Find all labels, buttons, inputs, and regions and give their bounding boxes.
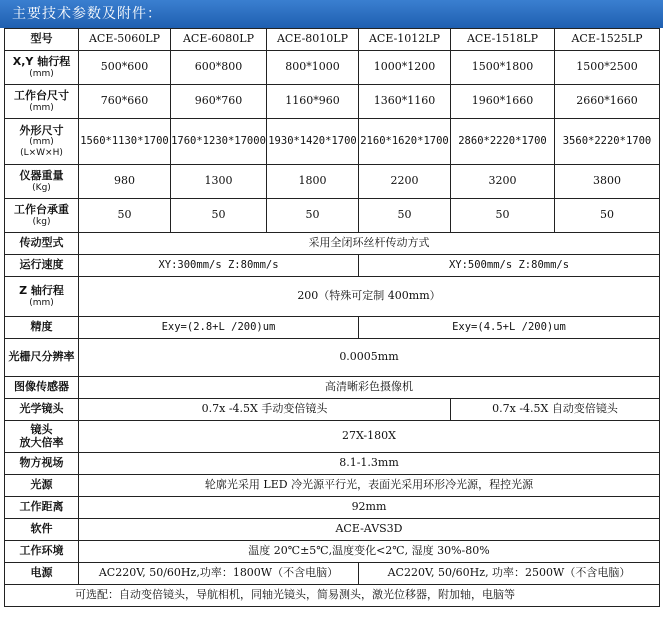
table-row (5, 475, 660, 497)
table-row (5, 51, 660, 85)
label-main: 镜头 (30, 422, 53, 436)
label-main: X,Y 轴行程 (12, 55, 71, 68)
value-cell: 50 (267, 199, 359, 233)
label-unit: (mm) (29, 137, 54, 148)
label-unit: (mm) (29, 102, 54, 113)
spec-table (4, 28, 660, 607)
row-label: 光栅尺分辨率 (5, 339, 79, 377)
table-row (5, 519, 660, 541)
value-cell: 1000*1200 (359, 51, 451, 85)
value-cell: 800*1000 (267, 51, 359, 85)
table-row (5, 277, 660, 317)
value-cell: 1500*1800 (451, 51, 555, 85)
value-cell: XY:500mm/s Z:80mm/s (359, 255, 660, 277)
row-label (5, 165, 79, 199)
row-label: 型号 (5, 29, 79, 51)
options-cell: 可选配：自动变倍镜头，导航相机，同轴光镜头，简易测头，激光位移器，附加轴，电脑等 (5, 585, 660, 607)
value-cell: 600*800 (171, 51, 267, 85)
value-cell: 1760*1230*17000 (171, 119, 267, 165)
label-main: 外形尺寸 (19, 123, 64, 137)
label-unit: (mm) (29, 297, 54, 308)
value-cell: 2860*2220*1700 (451, 119, 555, 165)
value-cell: 0.7x -4.5X 自动变倍镜头 (451, 399, 660, 421)
table-row (5, 541, 660, 563)
label-main: 仪器重量 (19, 169, 64, 182)
value-cell: 2200 (359, 165, 451, 199)
value-cell: ACE-AVS3D (79, 519, 660, 541)
table-row (5, 255, 660, 277)
value-cell: Exy=(2.8+L /200)um (79, 317, 359, 339)
label-unit: (kg) (32, 216, 51, 227)
model-cell: ACE-1012LP (359, 29, 451, 51)
value-cell: 50 (451, 199, 555, 233)
table-row (5, 453, 660, 475)
row-label: 工作环境 (5, 541, 79, 563)
value-cell: 1360*1160 (359, 85, 451, 119)
table-row (5, 85, 660, 119)
value-cell: 轮廓光采用 LED 冷光源平行光，表面光采用环形冷光源，程控光源 (79, 475, 660, 497)
value-cell: 2660*1660 (555, 85, 660, 119)
label-main: Z 轴行程 (19, 284, 64, 297)
value-cell: 1500*2500 (555, 51, 660, 85)
row-label: 软件 (5, 519, 79, 541)
row-label (5, 119, 79, 165)
row-label: 图像传感器 (5, 377, 79, 399)
table-row (5, 585, 660, 607)
value-cell: 0.0005mm (79, 339, 660, 377)
model-cell: ACE-1518LP (451, 29, 555, 51)
row-label: 精度 (5, 317, 79, 339)
table-row (5, 165, 660, 199)
label-main: 工作台承重 (14, 203, 69, 216)
value-cell: 1960*1660 (451, 85, 555, 119)
value-cell: 8.1-1.3mm (79, 453, 660, 475)
row-label (5, 199, 79, 233)
row-label (5, 277, 79, 317)
value-cell: 760*660 (79, 85, 171, 119)
value-cell: 1300 (171, 165, 267, 199)
model-cell: ACE-6080LP (171, 29, 267, 51)
row-label: 物方视场 (5, 453, 79, 475)
value-cell: 50 (171, 199, 267, 233)
value-cell: XY:300mm/s Z:80mm/s (79, 255, 359, 277)
section-title-bar (0, 0, 663, 28)
value-cell: 3560*2220*1700 (555, 119, 660, 165)
table-row (5, 399, 660, 421)
value-cell: AC220V, 50/60Hz, 功率：2500W（不含电脑） (359, 563, 660, 585)
row-label: 电源 (5, 563, 79, 585)
row-label (5, 421, 79, 453)
table-row (5, 119, 660, 165)
label-unit: (Kg) (32, 182, 51, 193)
value-cell: 2160*1620*1700 (359, 119, 451, 165)
value-cell: 200（特殊可定制 400mm） (79, 277, 660, 317)
row-label (5, 85, 79, 119)
table-row (5, 497, 660, 519)
value-cell: 50 (79, 199, 171, 233)
label-main: 放大倍率 (19, 435, 64, 449)
value-cell: 50 (359, 199, 451, 233)
value-cell: 1160*960 (267, 85, 359, 119)
table-row (5, 233, 660, 255)
row-label: 运行速度 (5, 255, 79, 277)
table-row (5, 339, 660, 377)
value-cell: 0.7x -4.5X 手动变倍镜头 (79, 399, 451, 421)
value-cell: 高清晰彩色摄像机 (79, 377, 660, 399)
row-label: 传动型式 (5, 233, 79, 255)
label-unit: (mm) (29, 68, 54, 79)
value-cell: 980 (79, 165, 171, 199)
label-main: 工作台尺寸 (14, 89, 69, 102)
table-row (5, 377, 660, 399)
label-unit: (L×W×H) (20, 147, 63, 158)
value-cell: 27X-180X (79, 421, 660, 453)
value-cell: 采用全闭环丝杆传动方式 (79, 233, 660, 255)
section-title: 主要技术参数及附件： (12, 6, 162, 22)
value-cell: 960*760 (171, 85, 267, 119)
value-cell: Exy=(4.5+L /200)um (359, 317, 660, 339)
table-row (5, 563, 660, 585)
value-cell: 温度 20℃±5℃,温度变化<2℃, 湿度 30%-80% (79, 541, 660, 563)
model-cell: ACE-8010LP (267, 29, 359, 51)
value-cell: 500*600 (79, 51, 171, 85)
table-row (5, 29, 660, 51)
value-cell: 92mm (79, 497, 660, 519)
table-row (5, 421, 660, 453)
value-cell: 1560*1130*1700 (79, 119, 171, 165)
row-label: 工作距离 (5, 497, 79, 519)
value-cell: 3800 (555, 165, 660, 199)
table-row (5, 199, 660, 233)
value-cell: 1930*1420*1700 (267, 119, 359, 165)
model-cell: ACE-5060LP (79, 29, 171, 51)
row-label (5, 51, 79, 85)
value-cell: AC220V, 50/60Hz,功率：1800W（不含电脑） (79, 563, 359, 585)
table-row (5, 317, 660, 339)
value-cell: 50 (555, 199, 660, 233)
row-label: 光学镜头 (5, 399, 79, 421)
row-label: 光源 (5, 475, 79, 497)
model-cell: ACE-1525LP (555, 29, 660, 51)
value-cell: 1800 (267, 165, 359, 199)
value-cell: 3200 (451, 165, 555, 199)
